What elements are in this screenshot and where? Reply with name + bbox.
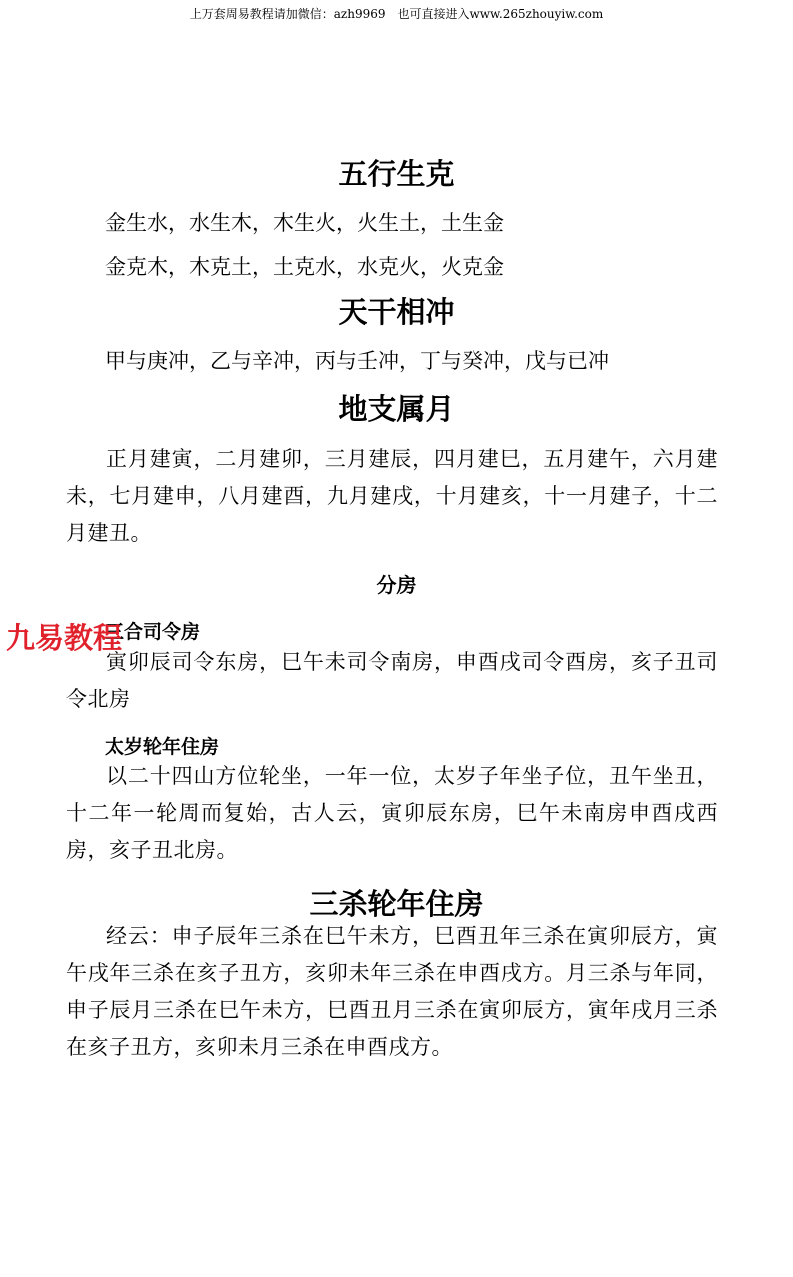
wuxing-sheng-line: 金生水，水生木，木生火，火生土，土生金 (105, 211, 504, 235)
dizhi-paragraph: 正月建寅，二月建卯，三月建辰，四月建巳，五月建午，六月建未，七月建申，八月建酉，九月建戌，十月建亥，十一月建子，十二月建丑。 (66, 447, 718, 545)
section-title-dizhi: 地支属月 (338, 392, 455, 426)
subsection-title-taisui: 太岁轮年住房 (105, 736, 220, 758)
section-title-tiangan: 天干相冲 (338, 295, 455, 329)
subsection-title-sanhe: 三合司令房 (105, 621, 201, 643)
sansha-paragraph: 经云：申子辰年三杀在巳午未方，巳酉丑年三杀在寅卯辰方，寅午戌年三杀在亥子丑方，亥卯未年三杀在申酉戌方。月三杀与年同，申子辰月三杀在巳午未方，巳酉丑月三杀在寅卯辰方，寅年戌月三杀在亥子丑方，亥卯未月三杀在申酉戌方。 (66, 924, 718, 1059)
tiangan-chong-line: 甲与庚冲，乙与辛冲，丙与壬冲，丁与癸冲，戊与已冲 (105, 349, 609, 373)
sanhe-paragraph: 寅卯辰司令东房，巳午未司令南房，申酉戌司令酉房，亥子丑司令北房 (66, 650, 718, 711)
section-title-wuxing: 五行生克 (338, 157, 455, 191)
section-title-fenfang: 分房 (376, 573, 417, 597)
section-title-sansha: 三杀轮年住房 (309, 887, 484, 921)
taisui-paragraph: 以二十四山方位轮坐，一年一位，太岁子年坐子位，丑午坐丑，十二年一轮周而复始，古人云，寅卯辰东房，巳午未南房申酉戌西房，亥子丑北房。 (66, 764, 718, 862)
wuxing-ke-line: 金克木，木克土，土克水，水克火，火克金 (105, 255, 504, 279)
top-banner: 上万套周易教程请加微信：azh9969 也可直接进入www.265zhouyiw.com (189, 7, 604, 21)
watermark-logo: 九易教程 (6, 621, 123, 655)
